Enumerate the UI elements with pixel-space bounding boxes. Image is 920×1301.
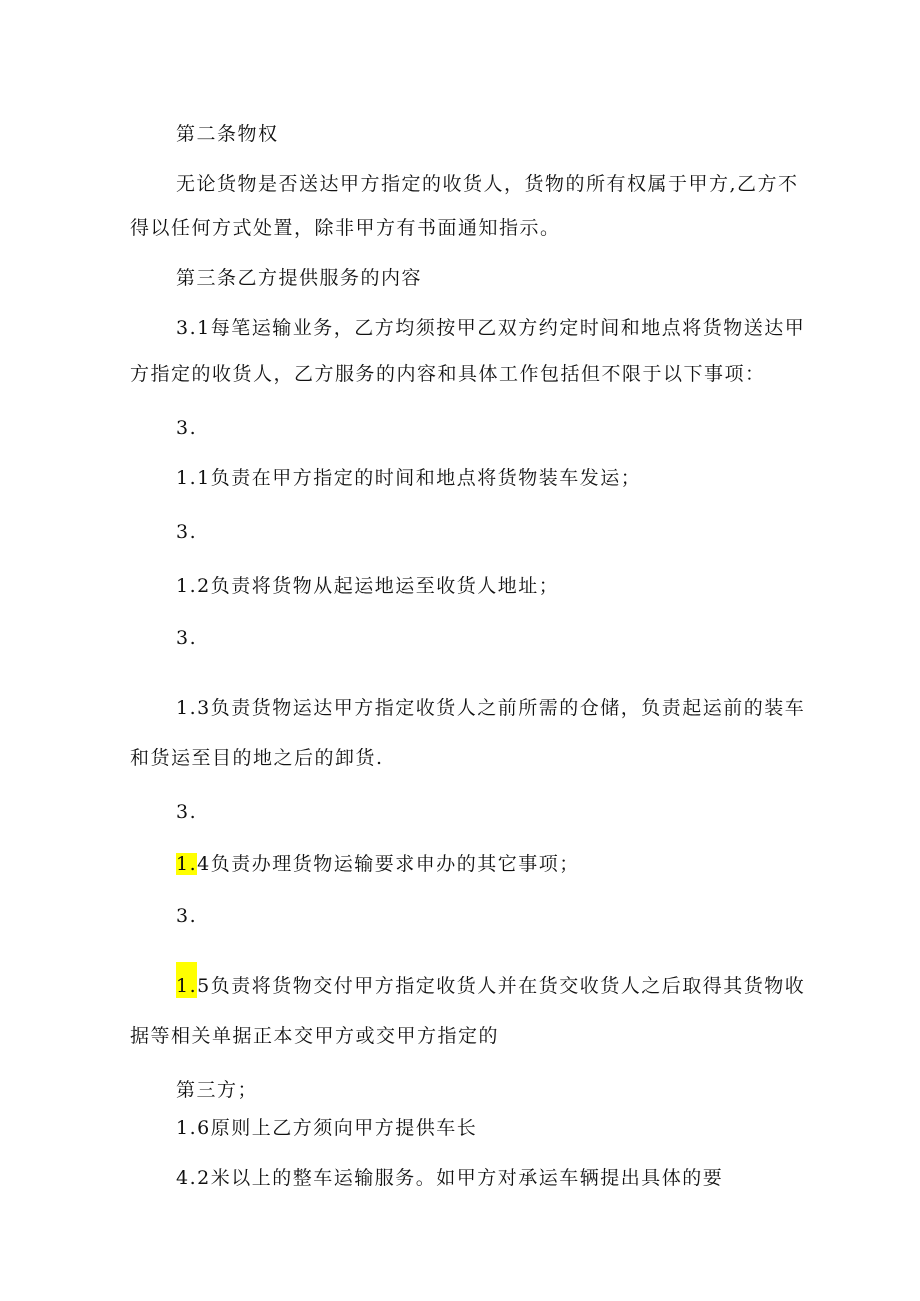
list-item: 1.2负责将货物从起运地运至收货人地址； — [176, 575, 560, 597]
list-item-text: 4负责办理货物运输要求申办的其它事项； — [197, 853, 580, 875]
highlighted-text: 1. — [176, 962, 197, 998]
section-number: 3. — [176, 521, 198, 543]
paragraph-line: 方指定的收货人，乙方服务的内容和具体工作包括但不限于以下事项： — [130, 363, 766, 385]
list-item-text: 5负责将货物交付甲方指定收货人并在货交收货人之后取得其货物收 — [197, 975, 806, 997]
section-number: 3. — [176, 417, 198, 439]
list-item — [176, 962, 805, 998]
list-item: 1.3负责货物运达甲方指定收货人之前所需的仓储，负责起运前的装车 — [176, 697, 806, 719]
section-number: 3. — [176, 627, 198, 649]
list-item: 1.6原则上乙方须向甲方提供车长 — [176, 1117, 478, 1139]
list-item-continuation: 第三方； — [176, 1079, 259, 1101]
section-number: 3. — [176, 801, 198, 823]
list-item-continuation: 据等相关单据正本交甲方或交甲方指定的 — [130, 1025, 500, 1047]
list-item — [176, 852, 580, 876]
list-item-continuation: 和货运至目的地之后的卸货. — [130, 747, 384, 769]
list-item-continuation: 4.2米以上的整车运输服务。如甲方对承运车辆提出具体的要 — [176, 1167, 724, 1189]
paragraph-line: 无论货物是否送达甲方指定的收货人，货物的所有权属于甲方,乙方不 — [176, 173, 799, 195]
section-number: 3. — [176, 905, 198, 927]
list-item: 1.1负责在甲方指定的时间和地点将货物装车发运； — [176, 467, 642, 489]
paragraph-line: 3.1每笔运输业务，乙方均须按甲乙双方约定时间和地点将货物送达甲 — [176, 317, 806, 339]
paragraph-line: 得以任何方式处置，除非甲方有书面通知指示。 — [130, 217, 561, 239]
article-3-heading: 第三条乙方提供服务的内容 — [176, 267, 423, 289]
article-2-heading: 第二条物权 — [176, 123, 279, 145]
highlighted-text: 1. — [176, 853, 198, 875]
